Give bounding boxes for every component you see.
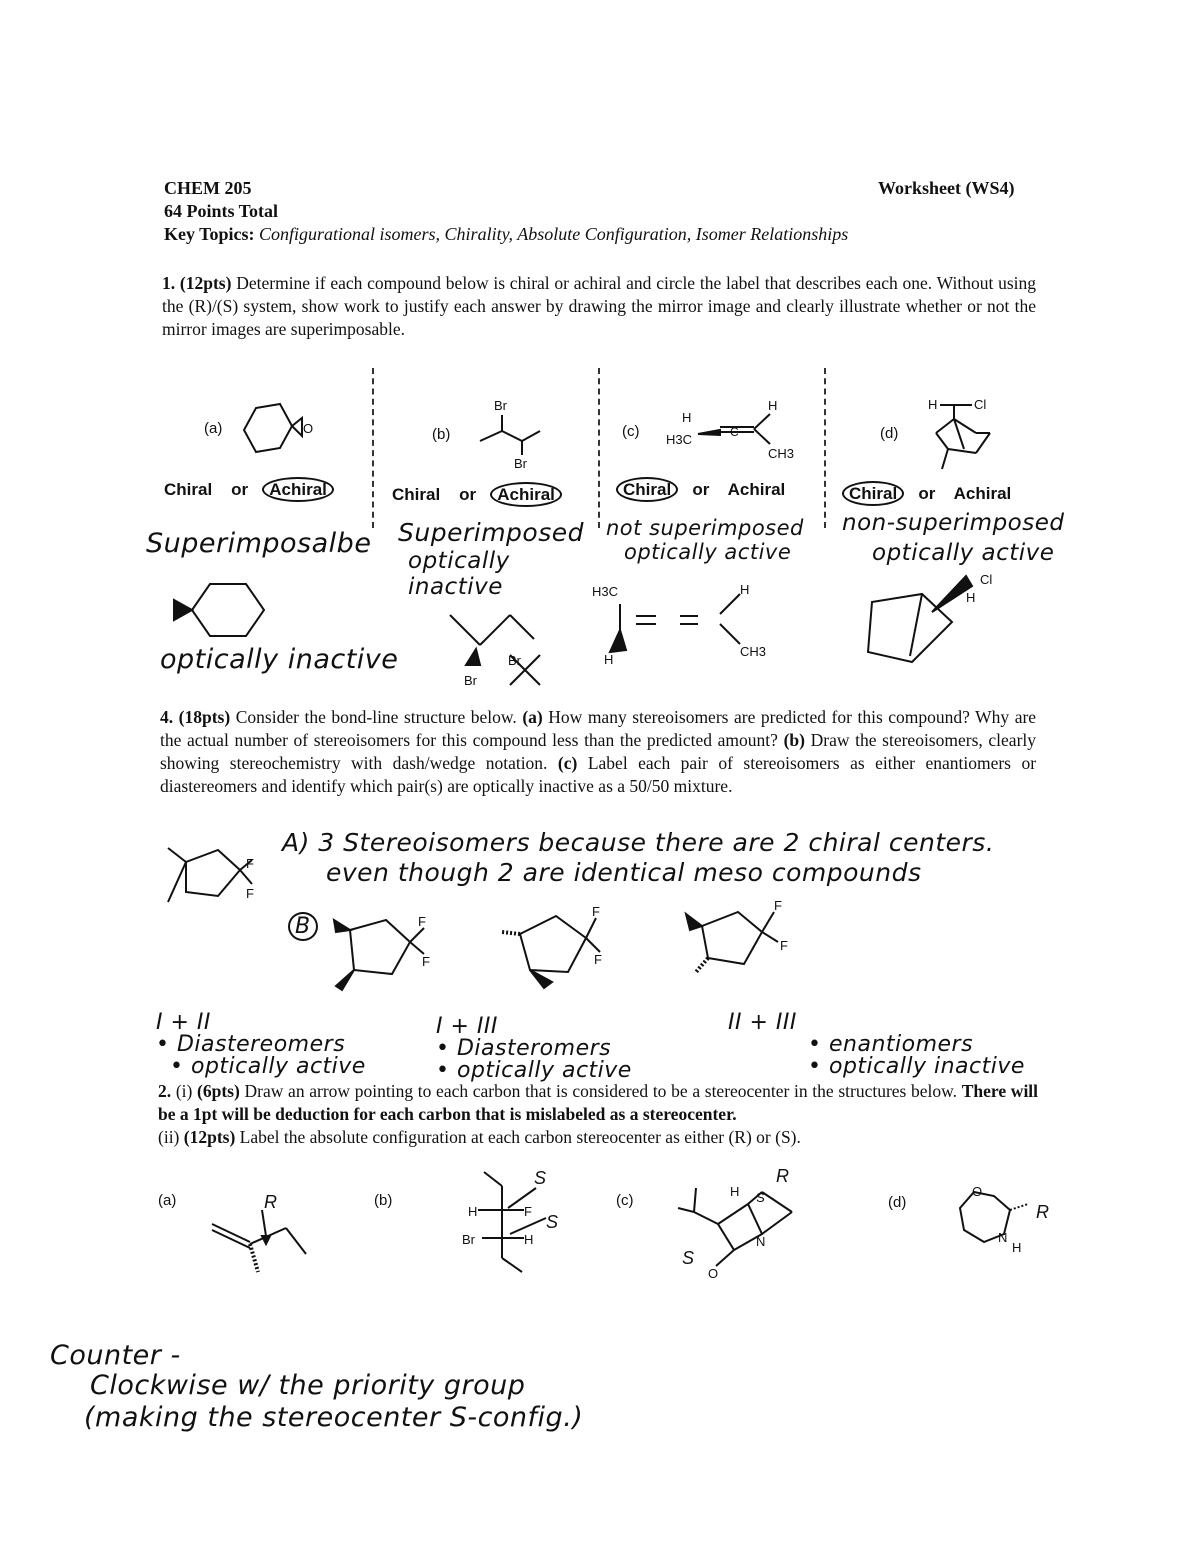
divider-3 (824, 368, 826, 528)
q2-b-f: F (524, 1204, 532, 1219)
q4-pair-2-label: I + III (436, 1014, 498, 1039)
q4-i3-f2: F (780, 938, 788, 953)
q1-a-achiral-circled[interactable]: Achiral (262, 477, 334, 502)
q4-isomer-2 (496, 904, 626, 994)
question-2-text (158, 1080, 1038, 1149)
q4-a-label: (a) (522, 707, 543, 727)
q1-b-label: (b) (432, 426, 451, 443)
q2-b-answer-2: S (546, 1212, 559, 1232)
q1-c-sketch-h3c: H3C (592, 584, 619, 599)
q1-c-h3c: H3C (666, 432, 693, 447)
question-1-text (162, 272, 1036, 341)
q1-d-structure (924, 393, 1004, 473)
q2-text-ii: Label the absolute configuration at each carbon stereocenter as either (R) or (S). (239, 1127, 801, 1147)
divider-2 (598, 368, 600, 528)
q2-d-label: (d) (888, 1194, 907, 1211)
q4-i2-f1: F (592, 904, 600, 919)
q1-c-structure (664, 396, 814, 466)
q2-c-o: O (708, 1266, 719, 1281)
q1-a-label: (a) (204, 420, 223, 437)
key-topics-label: Key Topics: (164, 224, 255, 244)
q4-pair-1-label: I + II (156, 1010, 211, 1035)
q2-c-answer-r: R (776, 1166, 790, 1186)
q1-c-center: C (730, 425, 739, 439)
q4-i2-f2: F (594, 952, 602, 967)
q1-d-achiral[interactable]: Achiral (953, 484, 1012, 503)
q1-d-h: H (928, 397, 938, 412)
q1-a-mirror-sketch (170, 580, 270, 640)
q2-b-h2: H (524, 1232, 534, 1247)
q1-d-cl: Cl (974, 397, 987, 412)
q2-c-structure (668, 1164, 818, 1284)
q1-prompt: Determine if each compound below is chiral or achiral and circle the label that describes each one. Without using the (R)/(S) system, show work to justify each answer by drawing the mirror image and clearly illustrate whether or not the mirror images are superimposable. (162, 273, 1037, 339)
q1-a-choices (164, 480, 334, 500)
q2-c-s-atom: S (756, 1190, 765, 1205)
q1-c-note1: not superimposed (606, 516, 804, 540)
q1-d-mirror-sketch (862, 572, 1012, 672)
q1-d-choices (842, 484, 1011, 504)
q4-pair-3-activity: • optically inactive (808, 1054, 1025, 1079)
q1-c-mirror-sketch (590, 580, 790, 670)
key-topics-list: Configurational isomers, Chirality, Absolute Configuration, Isomer Relationships (259, 224, 849, 244)
q2-b-h1: H (468, 1204, 478, 1219)
q1-c-achiral[interactable]: Achiral (727, 480, 786, 499)
q4-intro: Consider the bond-line structure below. (235, 707, 517, 727)
q4-b-label: (b) (783, 730, 805, 750)
q4-pair-3 (728, 1012, 1025, 1078)
q2-b-structure (460, 1168, 590, 1278)
q4-points: (18pts) (178, 707, 231, 727)
q4-pair-1-relation: • Diastereomers (156, 1032, 346, 1057)
q4-isomer-3 (682, 898, 812, 988)
points-total: 64 Points Total (164, 201, 279, 221)
q2-d-h: H (1012, 1240, 1022, 1255)
q1-c-sketch-ch3: CH3 (740, 644, 767, 659)
note-line-3: (making the stereocenter S-config.) (84, 1402, 584, 1433)
q2-d-answer: R (1036, 1202, 1050, 1222)
q4-i3-f1: F (774, 898, 782, 913)
q4-i1-f1: F (418, 914, 426, 929)
q2-d-o: O (972, 1184, 983, 1199)
q1-c-sketch-h: H (604, 652, 614, 667)
q4-b-text: Draw the stereoisomers, clearly showing stereochemistry with dash/wedge notation. (160, 730, 1037, 773)
q2-c-n: N (756, 1234, 766, 1249)
q2-b-br: Br (462, 1232, 475, 1247)
q4-pair-3-label: II + III (728, 1010, 797, 1035)
q1-c-choices (616, 480, 785, 500)
q2-points-ii: (12pts) (183, 1127, 236, 1147)
q4-pair-2-activity: • optically active (436, 1058, 632, 1083)
course-title: CHEM 205 (164, 178, 252, 198)
q4-pair-2-relation: • Diasteromers (436, 1036, 612, 1061)
q4-pair-3-relation: • enantiomers (808, 1032, 974, 1057)
divider-1 (372, 368, 374, 528)
q1-d-chiral-circled[interactable]: Chiral (842, 481, 904, 506)
q1-b-chiral[interactable]: Chiral (392, 485, 441, 504)
q4-pair-1-activity: • optically active (170, 1054, 366, 1079)
q1-a-or: or (231, 480, 249, 499)
q2-d-structure (954, 1186, 1064, 1266)
q2-b-label: (b) (374, 1192, 393, 1209)
q4-c-label: (c) (557, 753, 578, 773)
q1-b-sketch-br2: Br (464, 673, 477, 688)
q1-a-note1: Superimposalbe (146, 528, 372, 559)
note-line-1: Counter - (50, 1340, 181, 1371)
q1-number: 1. (162, 273, 176, 293)
q1-d-or: or (918, 484, 936, 503)
worksheet-title: Worksheet (WS4) (878, 178, 1015, 198)
q1-b-sketch-br1: Br (508, 653, 521, 668)
q4-isomer-1 (330, 910, 450, 1000)
q1-b-br-top: Br (494, 398, 507, 413)
q1-c-h-left: H (682, 410, 692, 425)
q4-answer-a-line1: A) 3 Stereoisomers because there are 2 chiral centers. (282, 828, 995, 857)
q1-c-ch3: CH3 (768, 446, 795, 461)
q1-d-sketch-h: H (966, 590, 976, 605)
q2-d-n: N (998, 1230, 1008, 1245)
q1-d-note2: optically active (872, 540, 1055, 566)
q2-number: 2. (158, 1081, 172, 1101)
q4-pair-2 (436, 1016, 632, 1082)
q4-f2: F (246, 886, 254, 901)
q4-f1: F (246, 856, 254, 871)
q2-c-h: H (730, 1184, 740, 1199)
q4-i1-f2: F (422, 954, 430, 969)
q1-c-sketch-h2: H (740, 582, 750, 597)
q1-b-structure (470, 395, 560, 475)
q4-c-text: Label each pair of stereoisomers as either enantiomers or diastereomers and identify which pair(s) are optically inactive as a 50/50 mixture. (160, 753, 1037, 796)
q2-part-ii: (ii) (158, 1127, 180, 1147)
q1-c-or: or (692, 480, 710, 499)
note-line-2: Clockwise w/ the priority group (90, 1370, 526, 1401)
q4-structure (162, 842, 272, 912)
q1-b-br-bottom: Br (514, 456, 527, 471)
q2-a-answer: R (264, 1192, 278, 1212)
q1-a-chiral[interactable]: Chiral (164, 480, 213, 499)
q2-a-structure (206, 1192, 316, 1276)
q4-number: 4. (160, 707, 174, 727)
q1-b-note2: optically inactive (408, 548, 510, 600)
q2-c-answer-s: S (682, 1248, 695, 1268)
q1-a-oxygen: O (303, 421, 314, 436)
q2-b-answer-1: S (534, 1168, 547, 1188)
q4-pair-1 (156, 1012, 366, 1078)
q4-answer-a-line2: even though 2 are identical meso compounds (326, 858, 922, 887)
q2-c-label: (c) (616, 1192, 634, 1209)
q2-part-i: (i) (175, 1081, 193, 1101)
key-topics (164, 224, 848, 245)
q1-d-note1: non-superimposed (842, 510, 1065, 536)
q2-text-i: Draw an arrow pointing to each carbon that is considered to be a stereocenter in the structures below. (244, 1081, 958, 1101)
q1-c-note2: optically active (624, 540, 792, 564)
q1-points: (12pts) (179, 273, 232, 293)
q1-d-sketch-cl: Cl (980, 572, 993, 587)
q2-points-i: (6pts) (197, 1081, 240, 1101)
q4-answer-b-label: B (288, 912, 318, 941)
question-4-text (160, 706, 1036, 798)
q1-c-h-right: H (768, 398, 778, 413)
q1-d-label: (d) (880, 425, 899, 442)
q2-deduction-note: There will be a 1pt will be deduction for each carbon that is mislabeled as a stereocenter. (158, 1081, 1039, 1124)
q1-b-choices (392, 485, 562, 505)
q1-a-structure (240, 400, 330, 460)
q1-c-label: (c) (622, 423, 640, 440)
q1-b-achiral-circled[interactable]: Achiral (490, 482, 562, 507)
q2-a-label: (a) (158, 1192, 177, 1209)
q1-b-mirror-sketch (450, 605, 560, 695)
q1-c-chiral-circled[interactable]: Chiral (616, 477, 678, 502)
q1-b-or: or (459, 485, 477, 504)
q4-a-text: How many stereoisomers are predicted for this compound? Why are the actual number of stereoisomers for this compound less than the predicted amount? (160, 707, 1037, 750)
q1-b-note1: Superimposed (398, 518, 584, 547)
q1-a-note2: optically inactive (160, 644, 399, 675)
